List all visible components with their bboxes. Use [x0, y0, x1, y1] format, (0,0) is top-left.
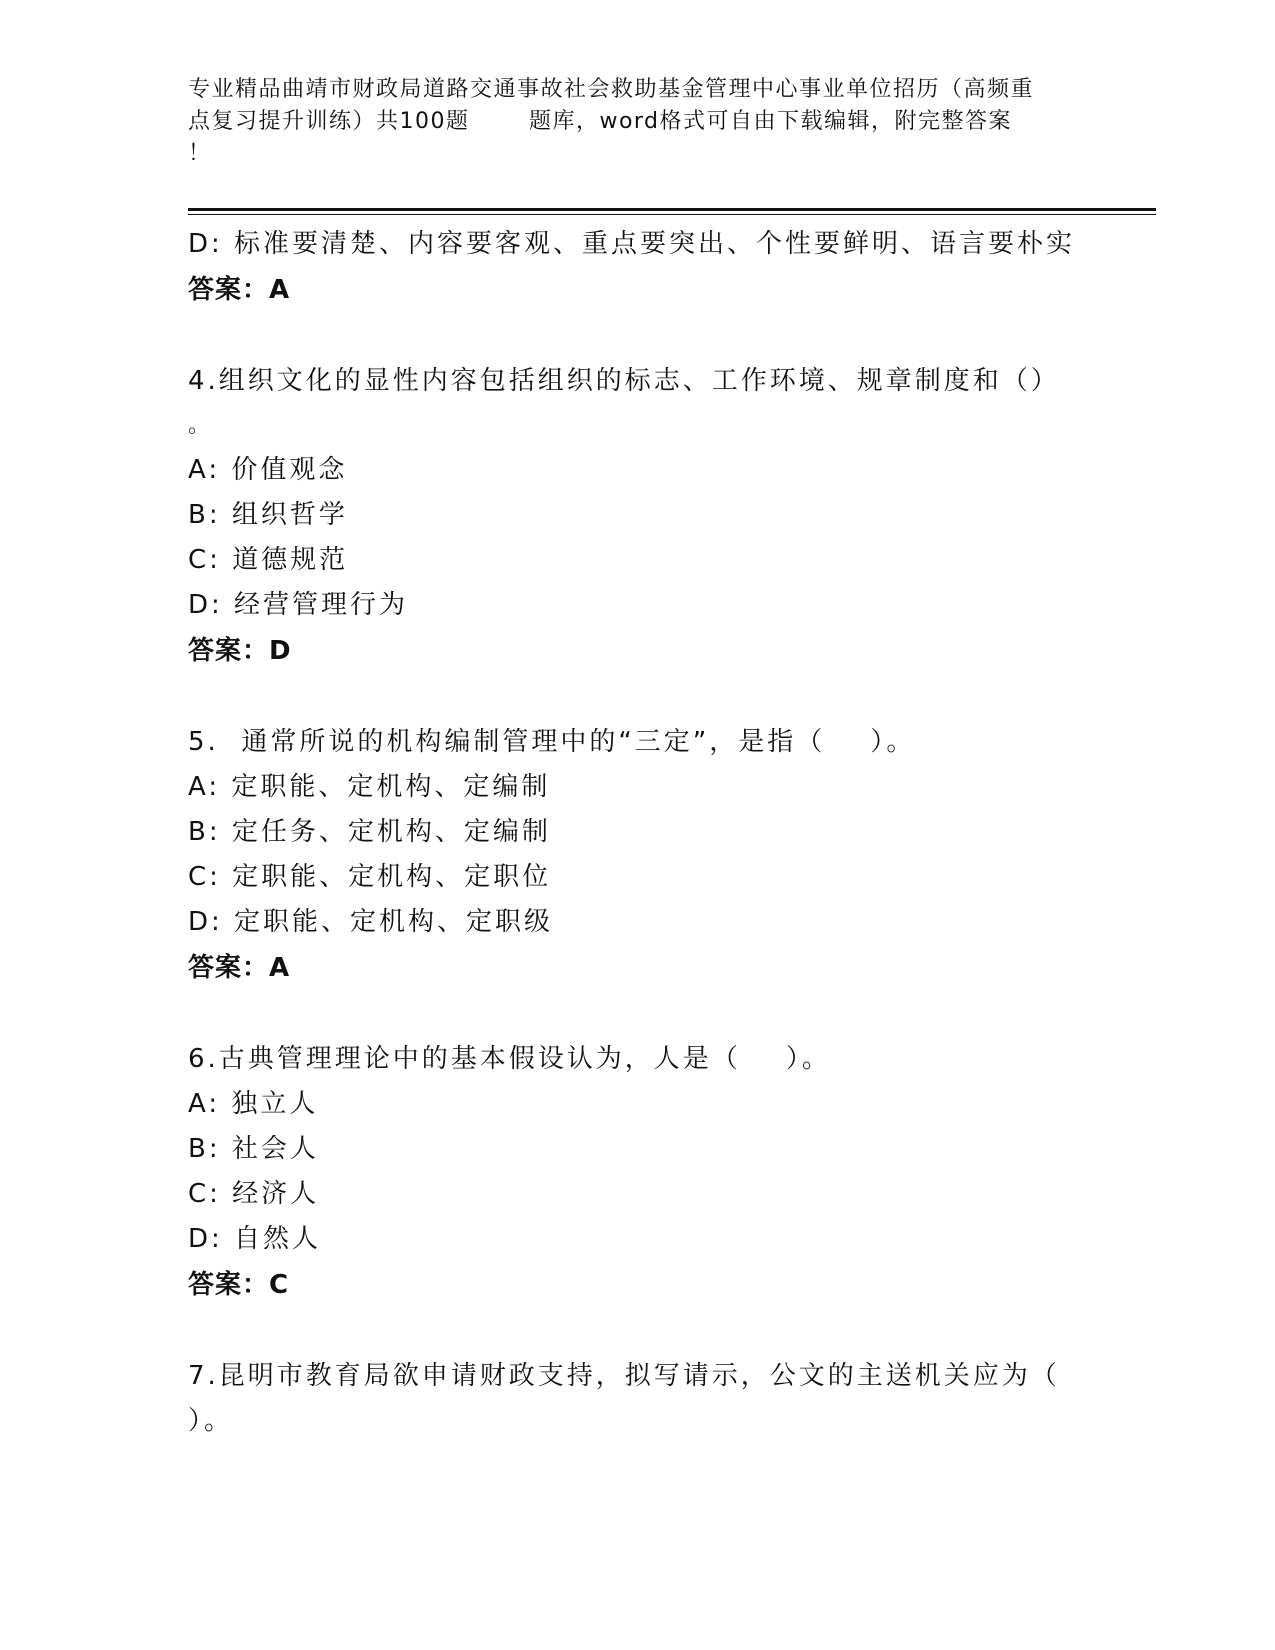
- question-7: [188, 1354, 1128, 1444]
- question-5-option-c: C: 定职能、定机构、定职位: [188, 862, 552, 892]
- question-6-answer: 答案：C: [188, 1270, 290, 1300]
- question-7-stem: 7.昆明市教育局欲申请财政支持，拟写请示，公文的主送机关应为（: [188, 1361, 1060, 1391]
- question-5-stem: 5. 通常所说的机构编制管理中的“三定”，是指（ ）。: [188, 727, 916, 757]
- question-6-option-d: D: 自然人: [188, 1224, 322, 1254]
- question-4-option-a: A: 价值观念: [188, 455, 348, 485]
- header-line-2: 点复习提升训练）共100题 题库，word格式可自由下载编辑，附完整答案: [188, 109, 1013, 134]
- question-4-stem: 4.组织文化的显性内容包括组织的标志、工作环境、规章制度和（）: [188, 366, 1060, 396]
- question-6-option-b: B: 社会人: [188, 1134, 319, 1164]
- question-5-option-a: A: 定职能、定机构、定编制: [188, 772, 551, 802]
- header-divider-thin: [188, 214, 1156, 215]
- question-5-option-b: B: 定任务、定机构、定编制: [188, 817, 551, 847]
- question-6-option-c: C: 经济人: [188, 1179, 320, 1209]
- question-5-answer: 答案：A: [188, 953, 291, 983]
- question-4: [188, 359, 1128, 674]
- header-divider-thick: [188, 208, 1156, 211]
- question-4-option-c: C: 道德规范: [188, 545, 349, 575]
- question-5-option-d: D: 定职能、定机构、定职级: [188, 907, 554, 937]
- question-6-stem: 6.古典管理理论中的基本假设认为，人是（ ）。: [188, 1044, 831, 1074]
- question-6-option-a: A: 独立人: [188, 1089, 319, 1119]
- question-4-stem-cont: 。: [188, 413, 214, 438]
- question-4-option-b: B: 组织哲学: [188, 500, 348, 530]
- header-line-1: 专业精品曲靖市财政局道路交通事故社会救助基金管理中心事业单位招历（高频重: [188, 77, 1035, 102]
- question-6: [188, 1037, 1128, 1308]
- document-header: [188, 74, 1088, 170]
- option-d-previous: D: 标准要清楚、内容要客观、重点要突出、个性要鲜明、语言要朴实: [188, 229, 1076, 259]
- header-line-3: ！: [188, 141, 212, 166]
- question-7-stem-cont: ）。: [188, 1406, 234, 1436]
- question-content: [188, 222, 1128, 1444]
- question-4-option-d: D: 经营管理行为: [188, 590, 409, 620]
- question-5: [188, 720, 1128, 991]
- question-4-answer: 答案：D: [188, 636, 292, 666]
- answer-previous: 答案：A: [188, 275, 291, 305]
